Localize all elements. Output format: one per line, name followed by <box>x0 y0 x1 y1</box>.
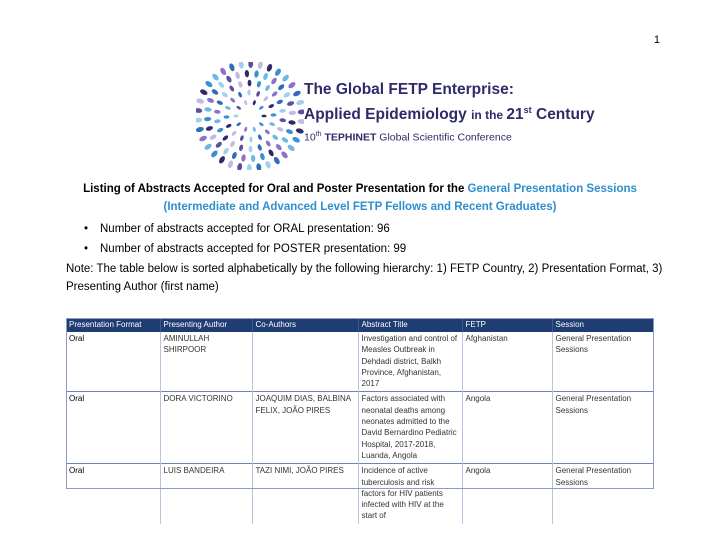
abstracts-table <box>66 318 654 524</box>
emblem-dot <box>263 95 269 102</box>
emblem-dot <box>264 160 271 169</box>
emblem-dot <box>258 122 264 127</box>
emblem-dot <box>247 164 252 170</box>
column-header: Session <box>552 318 654 332</box>
emblem-dot <box>238 62 244 69</box>
emblem-dot <box>262 72 269 80</box>
emblem-dot <box>271 90 278 97</box>
emblem-dot <box>204 117 212 122</box>
format-cell: Oral <box>69 466 85 476</box>
logo-text <box>304 80 595 144</box>
emblem-dot <box>254 70 259 78</box>
author-cell: DORA VICTORINO <box>160 392 252 464</box>
emblem-dot <box>251 155 256 163</box>
column-header: FETP <box>462 318 552 332</box>
emblem-dot <box>219 67 227 76</box>
emblem-dot <box>236 105 242 110</box>
session-cell: General Presentation Sessions <box>552 392 654 464</box>
emblem-dot <box>277 83 285 91</box>
emblem-dot <box>203 142 212 151</box>
emblem-dot <box>296 99 304 106</box>
emblem-dot <box>225 105 232 110</box>
emblem-dot <box>273 156 281 165</box>
table-header-row <box>66 318 654 332</box>
emblem-dot <box>259 152 265 160</box>
emblem-dot <box>238 81 244 88</box>
emblem-dot <box>244 70 249 78</box>
emblem-dot <box>204 80 213 89</box>
page-number: 1 <box>653 34 660 46</box>
emblem-dot <box>264 129 271 135</box>
emblem-dot <box>295 127 304 134</box>
fetp-cell: Afghanistan <box>462 332 552 392</box>
emblem-dot <box>216 127 224 133</box>
emblem-dot <box>274 68 282 77</box>
emblem-dot <box>281 136 289 144</box>
emblem-dot <box>266 63 273 72</box>
format-cell: Oral <box>69 394 85 404</box>
session-cell: General Presentation Sessions <box>552 332 654 392</box>
emblem-dot <box>286 100 294 106</box>
emblem-dot <box>218 155 226 164</box>
emblem-dot <box>276 99 284 105</box>
table-row <box>66 464 654 524</box>
emblem-dot <box>198 135 207 143</box>
emblem-dot <box>196 98 205 105</box>
logo-line-2: Applied Epidemiology in the 21st Century <box>304 105 595 124</box>
emblem-dot <box>196 108 203 114</box>
coauthors-cell <box>252 332 358 392</box>
emblem-dot <box>292 136 301 144</box>
emblem-dot <box>281 74 290 83</box>
fetp-cell: Angola <box>462 464 552 524</box>
emblem-dot <box>227 160 234 169</box>
emblem-dot <box>256 81 261 88</box>
emblem-dot <box>267 149 274 157</box>
emblem-dot <box>249 146 253 153</box>
emblem-dot <box>204 107 212 112</box>
emblem-dot <box>214 119 221 124</box>
column-header: Presentation Format <box>66 318 160 332</box>
emblem-dot <box>249 136 253 142</box>
coauthors-cell: JOAQUIM DIAS, BALBINA FELIX, JOÃO PIRES <box>252 392 358 464</box>
emblem-dot <box>196 126 204 133</box>
column-header: Presenting Author <box>160 318 252 332</box>
coauthors-cell: TAZI NIMI, JOÃO PIRES <box>252 464 358 524</box>
emblem-dot <box>252 126 256 132</box>
emblem-dot <box>258 105 264 110</box>
session-cell: General Presentation Sessions <box>552 464 654 524</box>
emblem-dot <box>196 117 202 122</box>
emblem-dot <box>229 97 236 103</box>
sort-note: Note: The table below is sorted alphabetically by the following hierarchy: 1) FETP Country, 2) Presentation Format, 3) Presenting Author (first name) <box>66 263 663 293</box>
emblem-dot <box>257 134 262 141</box>
emblem-dot <box>244 126 248 132</box>
emblem-dot <box>206 97 214 104</box>
emblem-dot <box>210 149 219 158</box>
emblem-dot <box>287 81 296 90</box>
emblem-dot <box>283 91 291 98</box>
emblem-dot <box>275 143 283 151</box>
emblem-dot <box>268 103 275 108</box>
emblem-dot <box>209 133 217 140</box>
emblem-dot <box>223 115 229 119</box>
emblem-dot <box>265 140 272 148</box>
emblem-dot <box>247 89 251 95</box>
emblem-dot <box>241 154 246 162</box>
list-item: • Number of abstracts accepted for ORAL presentation: 96 <box>84 219 406 239</box>
emblem-dot <box>231 151 238 159</box>
emblem-dot <box>289 110 297 115</box>
emblem-dot <box>279 108 286 113</box>
emblem-dot <box>270 77 278 85</box>
emblem-dot <box>234 71 240 79</box>
emblem-dot <box>256 91 261 98</box>
emblem-dot <box>211 73 220 82</box>
emblem-dot <box>271 134 278 141</box>
author-cell: LUIS BANDEIRA <box>160 464 252 524</box>
emblem-dot <box>217 81 225 89</box>
emblem-dot <box>238 144 243 151</box>
emblem-dot <box>215 141 223 149</box>
abstract-count-list <box>84 219 406 259</box>
emblem-dot <box>252 100 256 106</box>
title-cell: Factors associated with neonatal deaths among neonates admitted to the David Bernardino Pediatric Hospital, 2017-2018, Luanda, Angola <box>358 392 462 464</box>
listing-heading <box>0 180 720 216</box>
emblem-dot <box>229 140 236 148</box>
emblem-dot <box>276 126 284 132</box>
title-cell: Incidence of active tuberculosis and risk factors for HIV patients infected with HIV at the start of <box>358 464 462 524</box>
emblem-dot <box>205 125 213 131</box>
table-row <box>66 332 654 392</box>
emblem-dot <box>237 91 242 98</box>
logo-line-1: The Global FETP Enterprise: <box>304 81 514 98</box>
emblem-dot <box>264 84 271 92</box>
emblem-dot <box>216 100 224 106</box>
emblem-dot <box>222 134 229 141</box>
emblem-dot <box>256 163 262 170</box>
emblem-dot <box>257 144 263 151</box>
emblem-dot <box>248 80 252 87</box>
list-item: • Number of abstracts accepted for POSTER presentation: 99 <box>84 239 406 259</box>
column-header: Co-Authors <box>252 318 358 332</box>
emblem-dot <box>279 118 286 123</box>
emblem-dot <box>288 120 296 125</box>
emblem-dot <box>236 122 242 127</box>
emblem-dot <box>221 91 228 98</box>
emblem-dot <box>231 130 237 137</box>
emblem-dot <box>286 144 295 153</box>
emblem-dot <box>228 85 235 93</box>
emblem-dot <box>233 115 238 118</box>
heading-line-1: Listing of Abstracts Accepted for Oral and Poster Presentation for the General Presentation Sessions <box>83 183 637 195</box>
emblem-dot <box>211 88 219 96</box>
emblem-dot <box>257 62 263 69</box>
dot-globe-emblem-icon <box>196 62 304 170</box>
emblem-dot <box>269 122 276 127</box>
emblem-dot <box>214 109 221 114</box>
fetp-cell: Angola <box>462 392 552 464</box>
emblem-dot <box>248 62 253 68</box>
column-header: Abstract Title <box>358 318 462 332</box>
title-cell: Investigation and control of Measles Outbreak in Dehdadi district, Balkh Province, Afghanistan, 2017 <box>358 332 462 392</box>
logo-subtitle: 10th TEPHINET Global Scientific Conference <box>304 131 512 144</box>
table-row <box>66 392 654 464</box>
emblem-dot <box>199 88 208 96</box>
emblem-dot <box>292 90 301 98</box>
emblem-dot <box>222 147 230 155</box>
emblem-dot <box>261 115 266 118</box>
emblem-dot <box>228 63 235 72</box>
emblem-dot <box>225 75 232 83</box>
emblem-dot <box>285 128 293 135</box>
format-cell: Oral <box>69 334 85 343</box>
emblem-dot <box>244 100 248 106</box>
emblem-dot <box>239 135 244 142</box>
emblem-dot <box>280 150 289 159</box>
author-cell: AMINULLAH SHIRPOOR <box>160 332 252 392</box>
emblem-dot <box>270 113 276 117</box>
heading-subtitle: (Intermediate and Advanced Level FETP Fellows and Recent Graduates) <box>163 201 557 213</box>
emblem-dot <box>225 123 232 128</box>
heading-accent: General Presentation Sessions <box>467 183 637 195</box>
emblem-dot <box>237 163 243 170</box>
conference-logo <box>196 62 595 170</box>
